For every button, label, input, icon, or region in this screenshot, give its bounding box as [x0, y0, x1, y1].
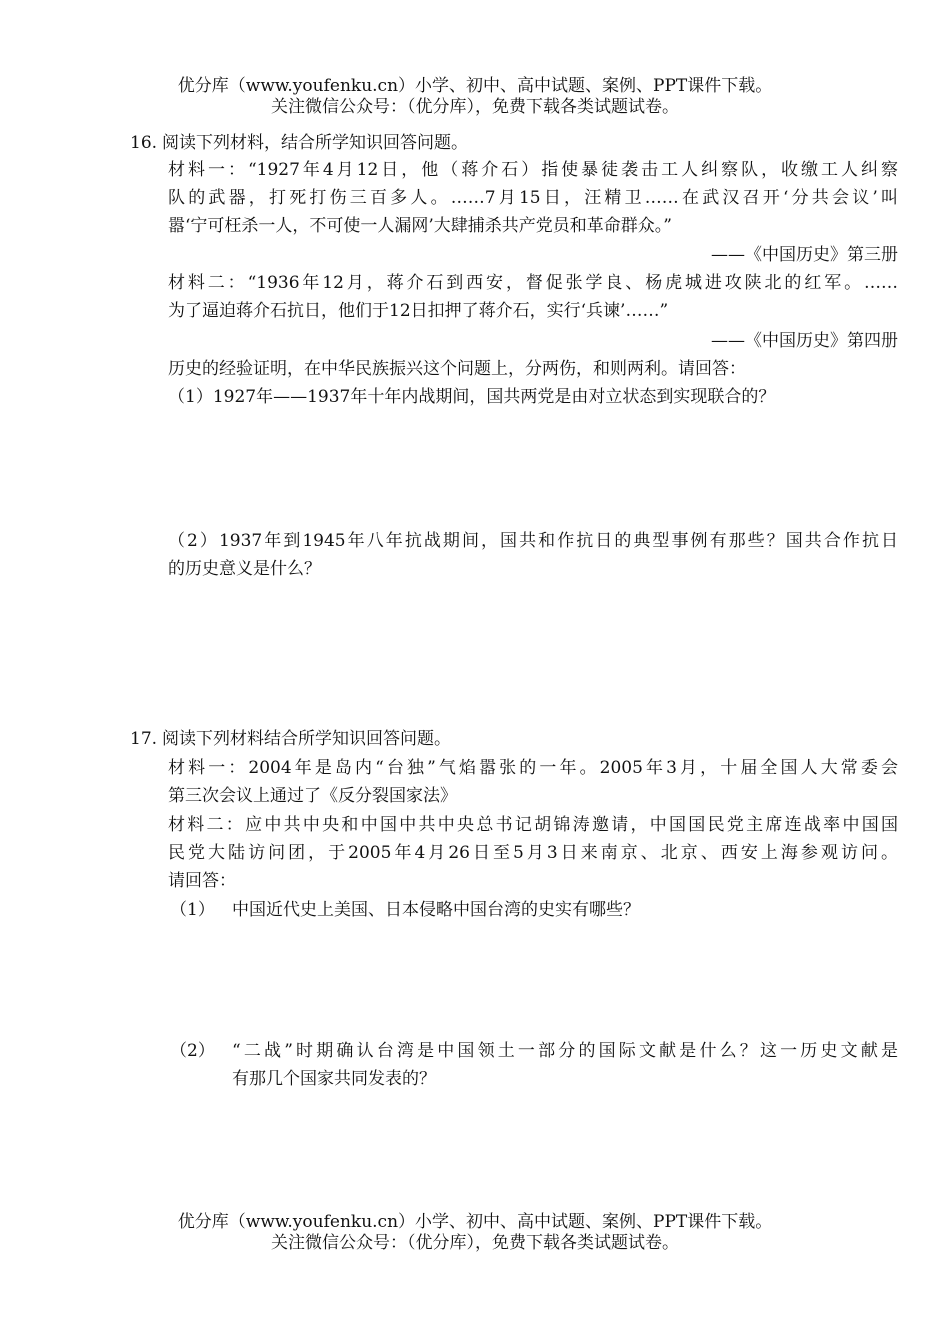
q16-lead: 历史的经验证明，在中华民族振兴这个问题上，分两伤，和则两利。请回答： [168, 359, 746, 379]
q16-material1-source: ——《中国历史》第三册 [711, 245, 898, 265]
q16-prompt: 阅读下列材料，结合所学知识回答问题。 [162, 133, 468, 153]
q16-heading [130, 132, 468, 154]
header-line-1: 优分库（www.youfenku.cn）小学、初中、高中试题、案例、PPT课件下载。 [177, 76, 773, 96]
q17-sub2-label: （2） [170, 1041, 215, 1061]
q17-material2-line1: 材料二：应中共中央和中国中共中央总书记胡锦涛邀请，中国国民党主席连战率中国国 [168, 815, 898, 835]
q17-material1-line1: 材料一：2004年是岛内“台独”气焰嚣张的一年。2005年3月，十届全国人大常委会 [168, 758, 898, 778]
q17-material2-line2: 民党大陆访问团，于2005年4月26日至5月3日来南京、北京、西安上海参观访问。 [168, 843, 898, 863]
q17-sub2-line1: “二战”时期确认台湾是中国领土一部分的国际文献是什么？这一历史文献是 [232, 1041, 898, 1061]
q16-sub2-line1: （2）1937年到1945年八年抗战期间，国共和作抗日的典型事例有那些？国共合作抗日 [168, 531, 898, 551]
q17-sub1 [170, 899, 640, 921]
q16-number: 16. [130, 133, 158, 153]
q17-heading [130, 728, 451, 750]
q16-material1-line3: 嚣‘宁可枉杀一人，不可使一人漏网’大肆捕杀共产党员和革命群众。” [168, 216, 672, 236]
q16-sub2-line2: 的历史意义是什么？ [168, 559, 321, 579]
footer-line-1: 优分库（www.youfenku.cn）小学、初中、高中试题、案例、PPT课件下载。 [177, 1212, 773, 1232]
q17-sub2-line2: 有那几个国家共同发表的？ [232, 1069, 436, 1089]
q16-material2-line1: 材料二：“1936年12月，蒋介石到西安，督促张学良、杨虎城进攻陕北的红军。…… [168, 273, 898, 293]
q17-sub1-label: （1） [170, 900, 215, 920]
q16-material1-line1: 材料一：“1927年4月12日，他（蒋介石）指使暴徒袭击工人纠察队，收缴工人纠察 [168, 160, 898, 180]
q17-prompt: 阅读下列材料结合所学知识回答问题。 [162, 729, 451, 749]
q16-material1-line2: 队的武器，打死打伤三百多人。……7月15日，汪精卫……在武汉召开‘分共会议’叫 [168, 188, 898, 208]
footer-line-2: 关注微信公众号：（优分库），免费下载各类试题试卷。 [271, 1233, 679, 1253]
q16-material2-line2: 为了逼迫蒋介石抗日，他们于12日扣押了蒋介石，实行‘兵谏’……” [168, 301, 669, 321]
q17-number: 17. [130, 729, 158, 749]
q17-material1-line2: 第三次会议上通过了《反分裂国家法》 [168, 786, 457, 806]
q16-material2-source: ——《中国历史》第四册 [711, 331, 898, 351]
q17-lead: 请回答： [168, 871, 236, 891]
q17-sub1-text: 中国近代史上美国、日本侵略中国台湾的史实有哪些？ [232, 900, 640, 920]
header-line-2: 关注微信公众号：（优分库），免费下载各类试题试卷。 [271, 97, 679, 117]
q16-sub1: （1）1927年——1937年十年内战期间，国共两党是由对立状态到实现联合的？ [168, 387, 776, 407]
